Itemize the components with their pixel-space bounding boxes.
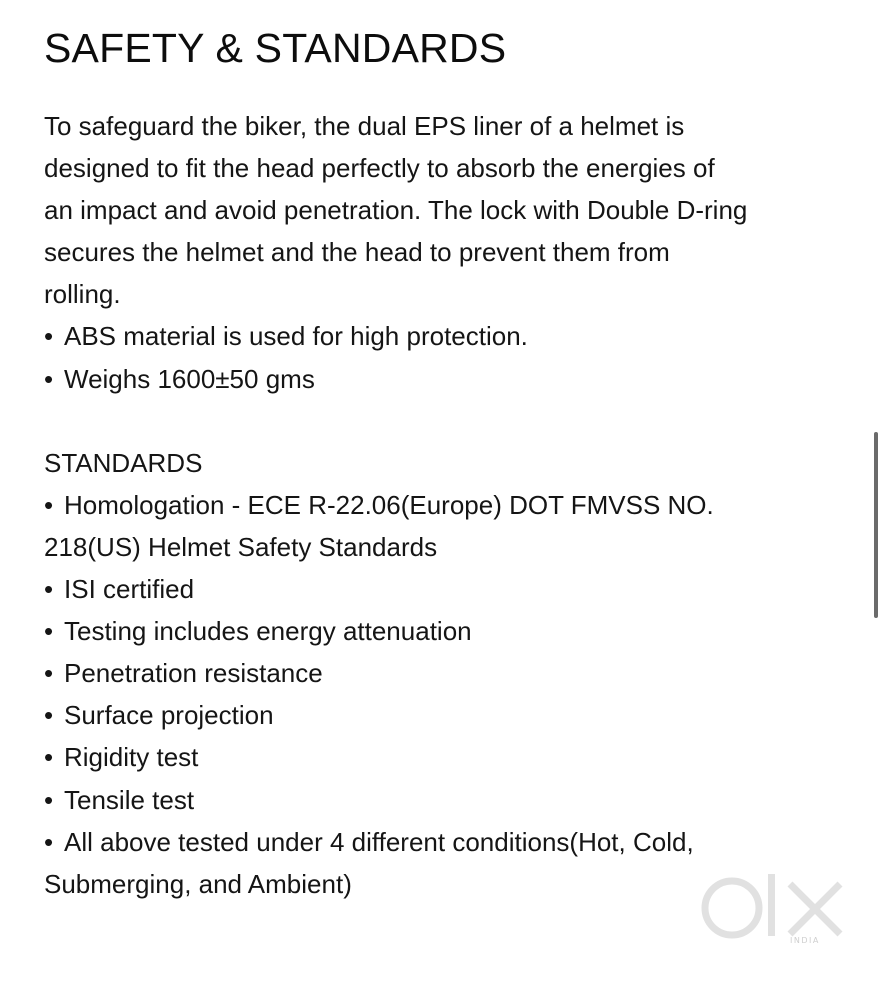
- bullet-icon: •: [44, 784, 54, 815]
- intro-paragraph: [44, 105, 844, 315]
- bullet-icon: •: [44, 321, 54, 352]
- spacer: [44, 400, 844, 442]
- bullet-icon: •: [44, 489, 54, 520]
- features-list: [44, 315, 844, 399]
- list-item-text: All above tested under 4 different conditions(Hot, Cold,: [64, 826, 694, 857]
- bullet-icon: •: [44, 700, 54, 731]
- list-item: [44, 694, 844, 736]
- scrollbar[interactable]: [874, 432, 878, 618]
- list-item-continuation: Submerging, and Ambient): [44, 868, 352, 899]
- list-item-text: Surface projection: [64, 700, 274, 731]
- bullet-icon: •: [44, 616, 54, 647]
- watermark-caption: INDIA: [790, 936, 820, 945]
- list-item: [44, 652, 844, 694]
- list-item: [44, 736, 844, 778]
- list-item-text: Weighs 1600±50 gms: [64, 363, 315, 394]
- bullet-icon: •: [44, 742, 54, 773]
- list-item-text: Tensile test: [64, 784, 195, 815]
- list-item-text: ISI certified: [64, 574, 195, 605]
- intro-line: an impact and avoid penetration. The lock with Double D-ring: [44, 195, 748, 226]
- list-item: [44, 779, 844, 821]
- list-item: [44, 484, 844, 526]
- list-item: [44, 315, 844, 357]
- standards-heading: STANDARDS: [44, 447, 203, 478]
- intro-line: designed to fit the head perfectly to absorb the energies of: [44, 153, 715, 184]
- list-item-text: ABS material is used for high protection.: [64, 321, 528, 352]
- bullet-icon: •: [44, 363, 54, 394]
- list-item: [44, 821, 844, 863]
- description-body: [44, 105, 844, 905]
- list-item: [44, 568, 844, 610]
- standards-list: [44, 484, 844, 905]
- intro-line: secures the helmet and the head to prevent them from: [44, 237, 670, 268]
- list-item: [44, 610, 844, 652]
- bullet-icon: •: [44, 658, 54, 689]
- intro-line: rolling.: [44, 279, 121, 310]
- list-item-text: Rigidity test: [64, 742, 199, 773]
- list-item-text: Homologation - ECE R-22.06(Europe) DOT FMVSS NO.: [64, 489, 714, 520]
- list-item-text: Penetration resistance: [64, 658, 323, 689]
- olx-logo-watermark: [694, 866, 854, 956]
- bullet-icon: •: [44, 574, 54, 605]
- list-item: [44, 358, 844, 400]
- list-item-text: Testing includes energy attenuation: [64, 616, 472, 647]
- page-title: SAFETY & STANDARDS: [44, 25, 507, 71]
- bullet-icon: •: [44, 826, 54, 857]
- list-item-continuation: 218(US) Helmet Safety Standards: [44, 531, 438, 562]
- intro-line: To safeguard the biker, the dual EPS liner of a helmet is: [44, 111, 685, 141]
